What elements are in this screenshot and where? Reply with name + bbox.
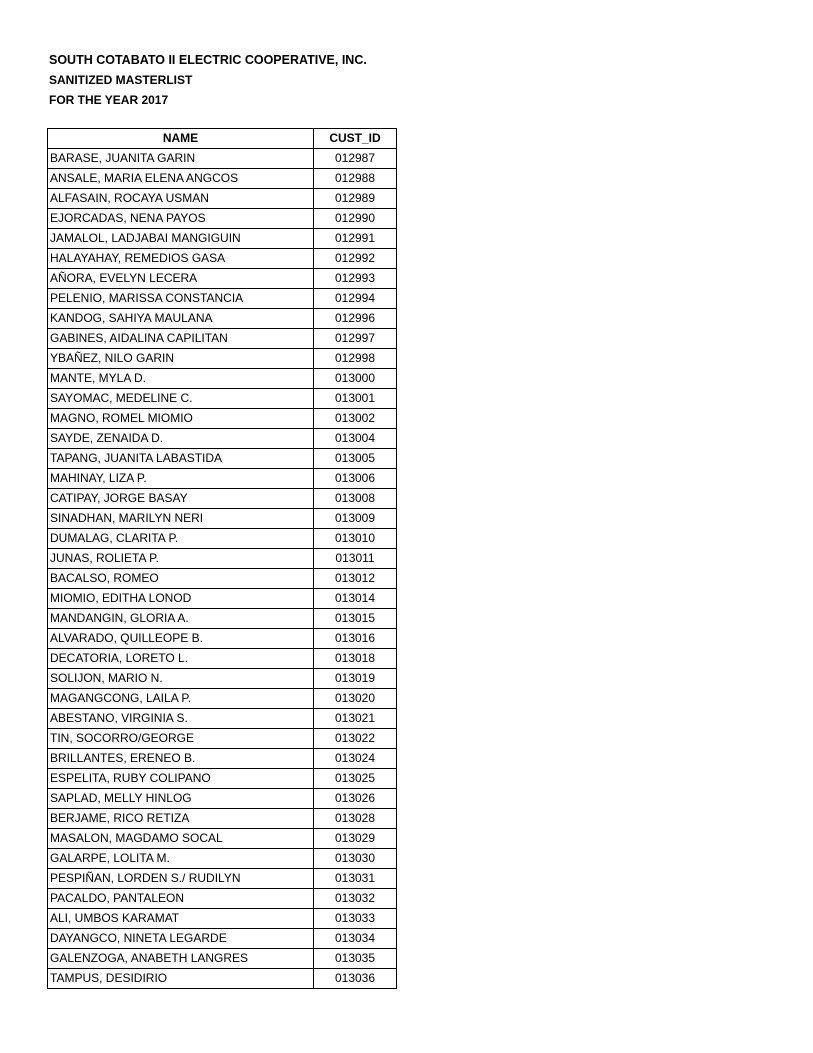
- table-row: [48, 589, 397, 609]
- customer-id-cell: 013029: [314, 829, 397, 849]
- table-row: [48, 249, 397, 269]
- customer-name-cell: BRILLANTES, ERENEO B.: [48, 749, 314, 769]
- customer-id-cell: 013014: [314, 589, 397, 609]
- customer-id-cell: 013033: [314, 909, 397, 929]
- customer-name-cell: SAPLAD, MELLY HINLOG: [48, 789, 314, 809]
- customer-name-cell: BACALSO, ROMEO: [48, 569, 314, 589]
- table-row: [48, 909, 397, 929]
- table-row: [48, 309, 397, 329]
- customer-id-cell: 013026: [314, 789, 397, 809]
- customer-name-cell: KANDOG, SAHIYA MAULANA: [48, 309, 314, 329]
- customer-id-cell: 012992: [314, 249, 397, 269]
- customer-name-cell: MIOMIO, EDITHA LONOD: [48, 589, 314, 609]
- table-row: [48, 369, 397, 389]
- customer-name-cell: GALARPE, LOLITA M.: [48, 849, 314, 869]
- customer-name-cell: BARASE, JUANITA GARIN: [48, 149, 314, 169]
- customer-id-cell: 012989: [314, 189, 397, 209]
- table-row: [48, 829, 397, 849]
- customer-id-cell: 013031: [314, 869, 397, 889]
- customer-name-cell: AÑORA, EVELYN LECERA: [48, 269, 314, 289]
- table-row: [48, 869, 397, 889]
- customer-id-cell: 013028: [314, 809, 397, 829]
- customer-id-cell: 013004: [314, 429, 397, 449]
- table-row: [48, 709, 397, 729]
- customer-name-cell: JAMALOL, LADJABAI MANGIGUIN: [48, 229, 314, 249]
- table-row: [48, 389, 397, 409]
- table-row: [48, 189, 397, 209]
- customer-name-cell: BERJAME, RICO RETIZA: [48, 809, 314, 829]
- customer-id-cell: 013009: [314, 509, 397, 529]
- customer-name-cell: DUMALAG, CLARITA P.: [48, 529, 314, 549]
- customer-name-cell: ANSALE, MARIA ELENA ANGCOS: [48, 169, 314, 189]
- customer-name-cell: SINADHAN, MARILYN NERI: [48, 509, 314, 529]
- customer-id-cell: 013011: [314, 549, 397, 569]
- table-row: [48, 929, 397, 949]
- table-row: [48, 169, 397, 189]
- customer-name-cell: MASALON, MAGDAMO SOCAL: [48, 829, 314, 849]
- table-row: [48, 329, 397, 349]
- customer-id-cell: 013024: [314, 749, 397, 769]
- customer-name-cell: TIN, SOCORRO/GEORGE: [48, 729, 314, 749]
- customer-id-cell: 013035: [314, 949, 397, 969]
- table-row: [48, 529, 397, 549]
- table-row: [48, 769, 397, 789]
- customer-name-cell: YBAÑEZ, NILO GARIN: [48, 349, 314, 369]
- masterlist-table: [47, 128, 397, 989]
- customer-id-cell: 013018: [314, 649, 397, 669]
- customer-id-cell: 013012: [314, 569, 397, 589]
- customer-id-cell: 013015: [314, 609, 397, 629]
- table-row: [48, 349, 397, 369]
- document-header: [49, 50, 367, 110]
- customer-id-cell: 013010: [314, 529, 397, 549]
- table-row: [48, 409, 397, 429]
- customer-name-cell: ALI, UMBOS KARAMAT: [48, 909, 314, 929]
- table-row: [48, 209, 397, 229]
- customer-id-cell: 013006: [314, 469, 397, 489]
- table-row: [48, 549, 397, 569]
- table-row: [48, 629, 397, 649]
- table-row: [48, 689, 397, 709]
- customer-name-cell: MANTE, MYLA D.: [48, 369, 314, 389]
- table-header-row: [48, 129, 397, 149]
- customer-id-cell: 012993: [314, 269, 397, 289]
- customer-name-cell: DAYANGCO, NINETA LEGARDE: [48, 929, 314, 949]
- table-row: [48, 649, 397, 669]
- customer-id-cell: 012997: [314, 329, 397, 349]
- customer-id-cell: 013022: [314, 729, 397, 749]
- customer-name-cell: ESPELITA, RUBY COLIPANO: [48, 769, 314, 789]
- table-row: [48, 949, 397, 969]
- table-row: [48, 729, 397, 749]
- year-label: FOR THE YEAR 2017: [49, 93, 169, 107]
- customer-name-cell: SAYDE, ZENAIDA D.: [48, 429, 314, 449]
- table-row: [48, 229, 397, 249]
- table-row: [48, 789, 397, 809]
- document-subtitle: SANITIZED MASTERLIST: [49, 73, 193, 87]
- customer-name-cell: EJORCADAS, NENA PAYOS: [48, 209, 314, 229]
- customer-name-cell: SOLIJON, MARIO N.: [48, 669, 314, 689]
- table-row: [48, 969, 397, 989]
- customer-id-cell: 012991: [314, 229, 397, 249]
- customer-id-cell: 013025: [314, 769, 397, 789]
- customer-id-cell: 012990: [314, 209, 397, 229]
- table-row: [48, 889, 397, 909]
- table-body: [48, 149, 397, 989]
- table-row: [48, 269, 397, 289]
- table-row: [48, 509, 397, 529]
- column-header-name: NAME: [48, 129, 314, 149]
- customer-id-cell: 013020: [314, 689, 397, 709]
- customer-id-cell: 013008: [314, 489, 397, 509]
- customer-id-cell: 013002: [314, 409, 397, 429]
- customer-id-cell: 013005: [314, 449, 397, 469]
- table-row: [48, 489, 397, 509]
- customer-id-cell: 013021: [314, 709, 397, 729]
- table-row: [48, 429, 397, 449]
- customer-id-cell: 013036: [314, 969, 397, 989]
- customer-name-cell: MAHINAY, LIZA P.: [48, 469, 314, 489]
- customer-name-cell: PESPIÑAN, LORDEN S./ RUDILYN: [48, 869, 314, 889]
- table-row: [48, 669, 397, 689]
- customer-id-cell: 012994: [314, 289, 397, 309]
- customer-id-cell: 013019: [314, 669, 397, 689]
- customer-name-cell: ABESTANO, VIRGINIA S.: [48, 709, 314, 729]
- table-row: [48, 749, 397, 769]
- customer-name-cell: GABINES, AIDALINA CAPILITAN: [48, 329, 314, 349]
- customer-name-cell: JUNAS, ROLIETA P.: [48, 549, 314, 569]
- column-header-cust-id: CUST_ID: [314, 129, 397, 149]
- customer-name-cell: PELENIO, MARISSA CONSTANCIA: [48, 289, 314, 309]
- company-name: SOUTH COTABATO II ELECTRIC COOPERATIVE, INC.: [49, 53, 367, 67]
- table-row: [48, 449, 397, 469]
- customer-name-cell: MAGANGCONG, LAILA P.: [48, 689, 314, 709]
- customer-id-cell: 013034: [314, 929, 397, 949]
- table-row: [48, 289, 397, 309]
- customer-name-cell: CATIPAY, JORGE BASAY: [48, 489, 314, 509]
- customer-id-cell: 013001: [314, 389, 397, 409]
- table-row: [48, 149, 397, 169]
- customer-id-cell: 012996: [314, 309, 397, 329]
- customer-name-cell: PACALDO, PANTALEON: [48, 889, 314, 909]
- customer-name-cell: ALVARADO, QUILLEOPE B.: [48, 629, 314, 649]
- table-row: [48, 809, 397, 829]
- customer-id-cell: 012988: [314, 169, 397, 189]
- customer-name-cell: MANDANGIN, GLORIA A.: [48, 609, 314, 629]
- customer-id-cell: 012998: [314, 349, 397, 369]
- customer-name-cell: GALENZOGA, ANABETH LANGRES: [48, 949, 314, 969]
- customer-name-cell: SAYOMAC, MEDELINE C.: [48, 389, 314, 409]
- customer-name-cell: HALAYAHAY, REMEDIOS GASA: [48, 249, 314, 269]
- customer-id-cell: 013000: [314, 369, 397, 389]
- customer-id-cell: 013030: [314, 849, 397, 869]
- customer-name-cell: MAGNO, ROMEL MIOMIO: [48, 409, 314, 429]
- customer-name-cell: ALFASAIN, ROCAYA USMAN: [48, 189, 314, 209]
- customer-name-cell: DECATORIA, LORETO L.: [48, 649, 314, 669]
- customer-id-cell: 013016: [314, 629, 397, 649]
- table-row: [48, 849, 397, 869]
- customer-id-cell: 012987: [314, 149, 397, 169]
- customer-name-cell: TAPANG, JUANITA LABASTIDA: [48, 449, 314, 469]
- customer-id-cell: 013032: [314, 889, 397, 909]
- table-row: [48, 469, 397, 489]
- table-row: [48, 569, 397, 589]
- customer-name-cell: TAMPUS, DESIDIRIO: [48, 969, 314, 989]
- table-row: [48, 609, 397, 629]
